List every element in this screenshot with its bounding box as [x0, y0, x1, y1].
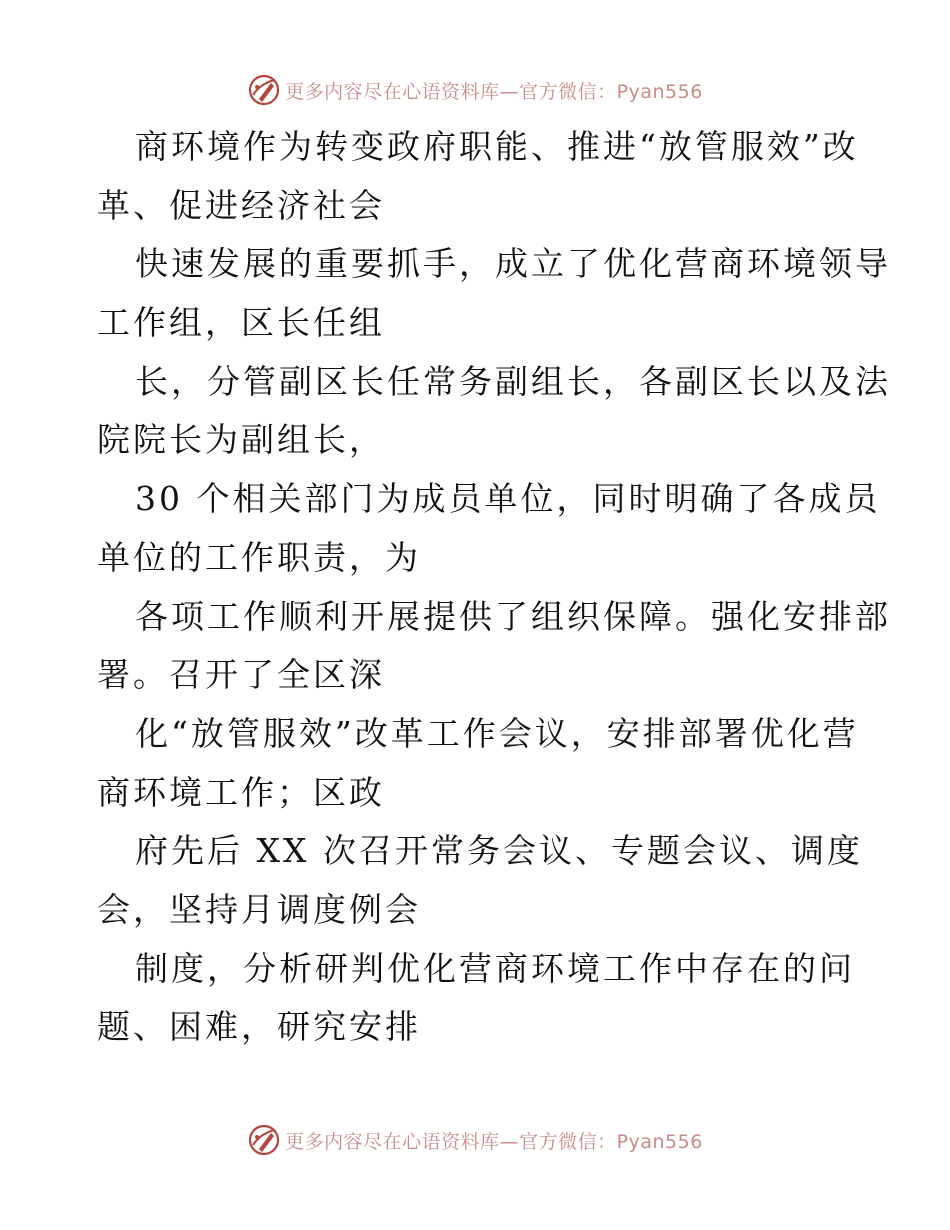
header-watermark: [0, 70, 950, 110]
pen-circle-logo-icon: [247, 1123, 281, 1157]
footer-watermark: [0, 1120, 950, 1160]
text-line: 制度，分析研判优化营商环境工作中存在的问: [135, 948, 855, 988]
text-line: 化“放管服效”改革工作会议，安排部署优化营: [135, 713, 859, 753]
text-line: 商环境作为转变政府职能、推进“放管服效”改: [135, 127, 859, 166]
watermark-text: 更多内容尽在心语资料库—官方微信：Pyan556: [285, 80, 703, 103]
text-line: 题、困难，研究安排: [97, 1007, 421, 1047]
watermark-text: 更多内容尽在心语资料库—官方微信：Pyan556: [285, 1130, 703, 1153]
pen-circle-logo-icon: [247, 73, 281, 107]
text-line: 革、促进经济社会: [97, 185, 385, 225]
text-line: 各项工作顺利开展提供了组织保障。强化安排部: [135, 596, 891, 636]
text-line: 署。召开了全区深: [97, 655, 385, 695]
text-line: 工作组，区长任组: [97, 303, 385, 343]
text-line: 快速发展的重要抓手，成立了优化营商环境领导: [135, 244, 891, 284]
text-line: 单位的工作职责，为: [97, 537, 421, 577]
text-line: 会，坚持月调度例会: [97, 889, 421, 929]
text-line: 府先后 XX 次召开常务会议、专题会议、调度: [135, 831, 863, 871]
text-line: 长，分管副区长任常务副组长，各副区长以及法: [135, 361, 891, 401]
text-line: 商环境工作；区政: [97, 772, 385, 812]
document-body: [97, 118, 891, 1057]
text-line: 院院长为副组长，: [97, 420, 385, 460]
text-line: 30 个相关部门为成员单位，同时明确了各成员: [135, 479, 881, 519]
